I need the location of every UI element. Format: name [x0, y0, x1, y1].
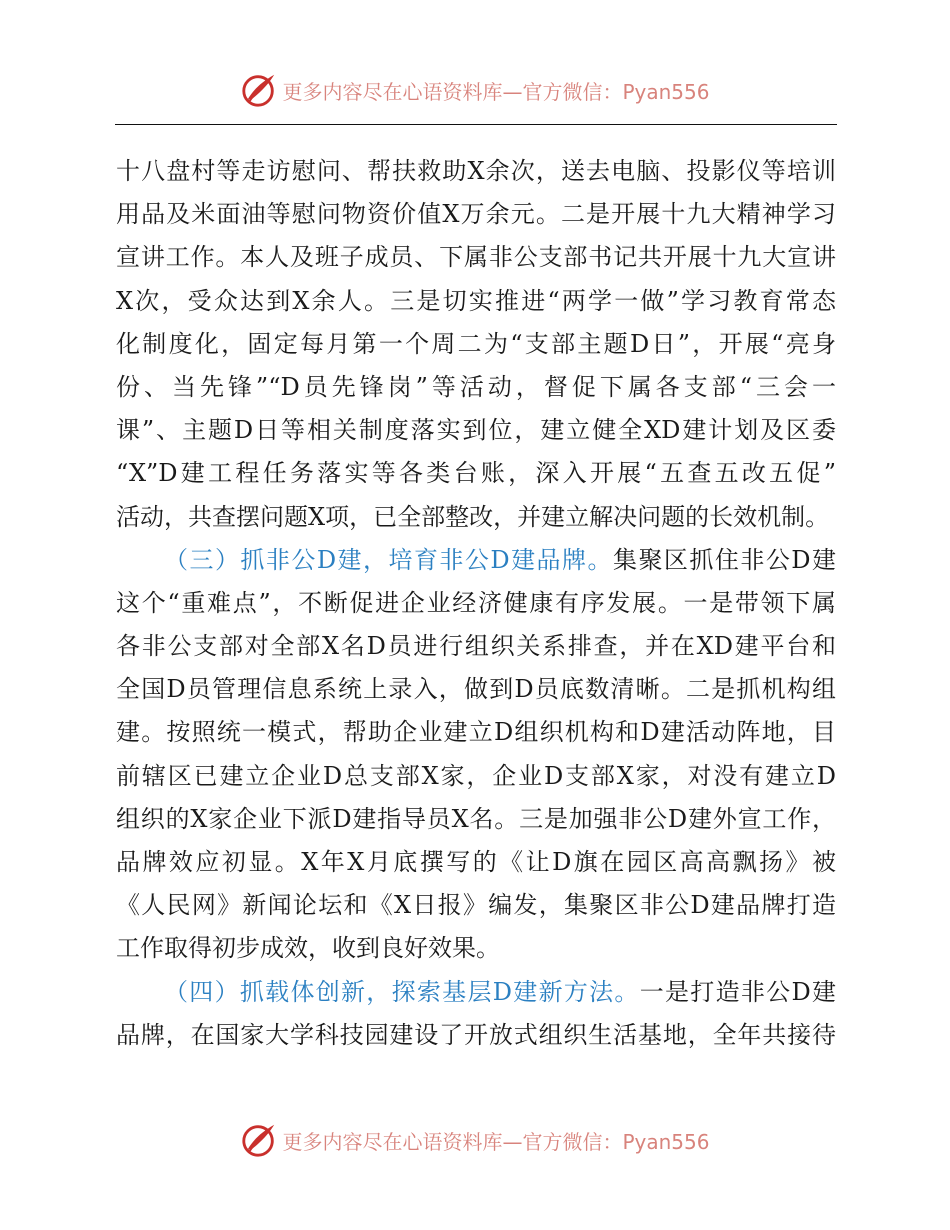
- body-line: “X”D建工程任务落实等各类台账，深入开展“五查五改五促”: [116, 459, 836, 488]
- header-divider: [115, 124, 837, 125]
- body-line: 十八盘村等走访慰问、帮扶救助X余次，送去电脑、投影仪等培训: [116, 157, 836, 185]
- body-line: 建。按照统一模式，帮助企业建立D组织机构和D建活动阵地，目: [116, 718, 836, 747]
- body-line: X次，受众达到X余人。三是切实推进“两学一做”学习教育常态: [116, 286, 836, 315]
- body-line: 工作取得初步成效，收到良好效果。: [116, 934, 500, 963]
- body-line: 前辖区已建立企业D总支部X家，企业D支部X家，对没有建立D: [116, 761, 836, 790]
- body-line: 《人民网》新闻论坛和《X日报》编发，集聚区非公D建品牌打造: [116, 891, 836, 920]
- body-text: 集聚区抓住非公D建: [612, 545, 836, 574]
- section-heading: （四）抓载体创新，探索基层D建新方法。: [164, 977, 640, 1006]
- section-heading: （三）抓非公D建，培育非公D建品牌。: [164, 545, 613, 574]
- header-banner: [0, 68, 950, 112]
- body-line: 宣讲工作。本人及班子成员、下属非公支部书记共开展十九大宣讲: [116, 243, 836, 272]
- footer-banner: [0, 1118, 950, 1162]
- body-line: 品牌效应初显。X年X月底撰写的《让D旗在园区高高飘扬》被: [116, 848, 836, 876]
- quill-circle-icon: [240, 71, 278, 109]
- section-four-first-line: [116, 971, 836, 1014]
- quill-circle-icon: [240, 1121, 278, 1159]
- document-body: [116, 150, 836, 1057]
- footer-banner-text: 更多内容尽在心语资料库—官方微信：Pyan556: [282, 1129, 710, 1154]
- body-line: 化制度化，固定每月第一个周二为“支部主题D日”，开展“亮身: [116, 329, 836, 358]
- body-line: 全国D员管理信息系统上录入，做到D员底数清晰。二是抓机构组: [116, 675, 836, 704]
- body-text: 一是打造非公D建: [639, 977, 836, 1006]
- body-line: 品牌，在国家大学科技园建设了开放式组织生活基地，全年共接待: [116, 1020, 836, 1049]
- section-three-first-line: [116, 539, 836, 582]
- body-line: 这个“重难点”，不断促进企业经济健康有序发展。一是带领下属: [116, 588, 836, 617]
- body-line: 份、当先锋”“D员先锋岗”等活动，督促下属各支部“三会一: [116, 372, 836, 401]
- body-line: 课”、主题D日等相关制度落实到位，建立健全XD建计划及区委: [116, 416, 836, 445]
- header-banner-text: 更多内容尽在心语资料库—官方微信：Pyan556: [282, 79, 710, 104]
- body-line: 用品及米面油等慰问物资价值X万余元。二是开展十九大精神学习: [116, 200, 836, 229]
- body-line: 各非公支部对全部X名D员进行组织关系排查，并在XD建平台和: [116, 632, 836, 661]
- body-line: 活动，共查摆问题X项，已全部整改，并建立解决问题的长效机制。: [116, 502, 830, 531]
- body-line: 组织的X家企业下派D建指导员X名。三是加强非公D建外宣工作，: [116, 804, 836, 833]
